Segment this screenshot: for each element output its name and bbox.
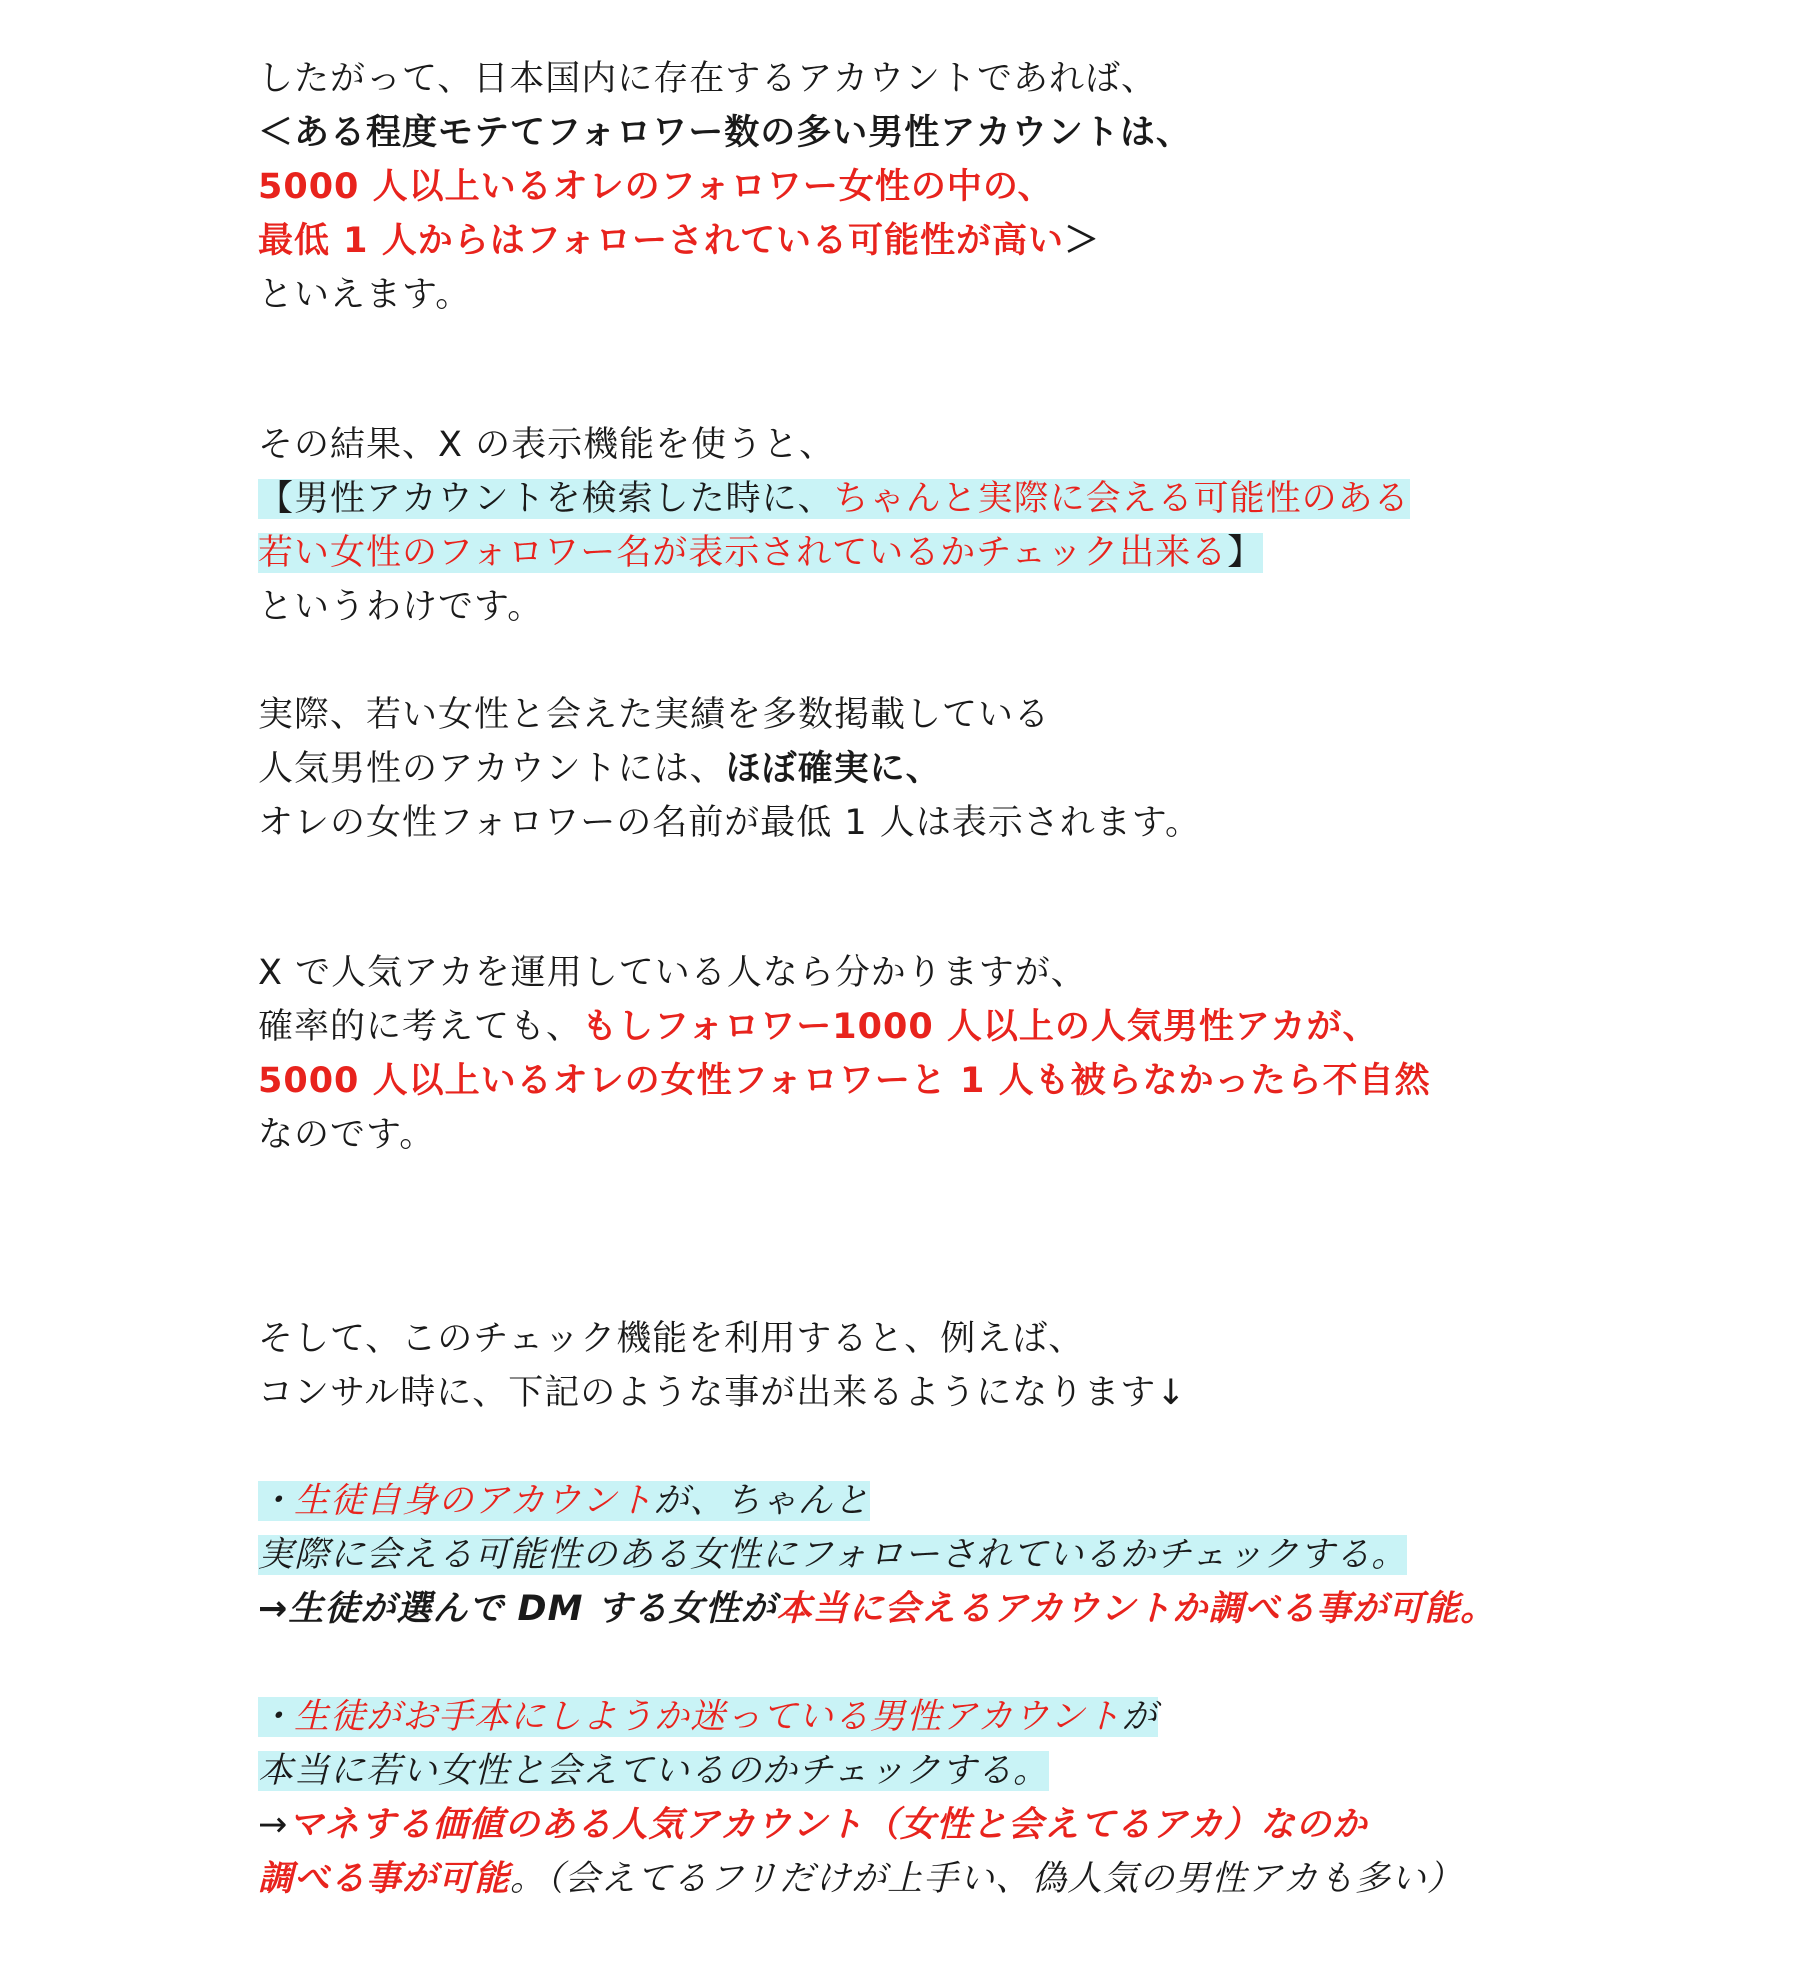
text-line: というわけです。: [258, 587, 544, 627]
text-line: その結果、X の表示機能を使うと、: [258, 425, 836, 465]
highlight-span: が、ちゃんと: [653, 1481, 870, 1521]
highlight-span: 実際に会える可能性のある女性: [258, 1535, 763, 1575]
text-line: [258, 1004, 1379, 1050]
text-span: 人気男性のアカウントには、: [258, 749, 726, 789]
highlight-span: 生徒自身のアカウント: [294, 1481, 654, 1521]
text-line: コンサル時に、下記のような事が出来るようになります↓: [258, 1373, 1187, 1413]
text-line: [258, 1478, 870, 1524]
text-line: X で人気アカを運用している人なら分かりますが、: [258, 953, 1087, 993]
text-span: 確率的に考えても、: [258, 1007, 583, 1047]
text-line: したがって、日本国内に存在するアカウントであれば、: [258, 59, 1157, 99]
text-span: ほぼ確実に、: [725, 749, 942, 789]
text-line: [258, 476, 1410, 522]
text-span: 。（会えてるフリだけが上手い、偽人気の男性アカも多い）: [510, 1859, 1463, 1899]
text-line: なのです。: [258, 1115, 436, 1155]
text-span: マネする価値のある人気アカウント（女性と会えてるアカ）なのか: [288, 1805, 1368, 1845]
highlight-span: 若い女性のフォロワー名が表示されているかチェック出来る: [258, 533, 1228, 573]
highlight-span: 【男性アカウントを検索した時に、: [258, 479, 834, 519]
highlight-span: ちゃんと実際に会える可能性のある: [833, 479, 1410, 519]
text-span: →: [258, 1805, 289, 1845]
text-span: 最低 1 人からはフォローされている可能性が高い: [258, 221, 1064, 261]
text-line: [258, 1802, 1368, 1848]
text-line: オレの女性フォロワーの名前が最低 1 人は表示されます。: [258, 803, 1201, 843]
text-line: [258, 1586, 1496, 1632]
text-line: [258, 530, 1263, 576]
highlight-span: ・: [258, 1481, 295, 1521]
highlight-span: が: [1121, 1697, 1158, 1737]
highlight-span: ・: [258, 1697, 295, 1737]
text-line: といえます。: [258, 275, 472, 315]
text-span: もしフォロワー1000 人以上の人気男性アカが、: [582, 1007, 1379, 1047]
highlight-span: 】: [1227, 533, 1264, 573]
text-span: 調べる事が可能: [258, 1859, 511, 1899]
text-line: [258, 1694, 1158, 1740]
text-line: 5000 人以上いるオレの女性フォロワーと 1 人も被らなかったら不自然: [258, 1061, 1431, 1101]
text-line: ＜ある程度モテてフォロワー数の多い男性アカウントは、: [258, 113, 1192, 153]
text-line: [258, 746, 942, 792]
text-line: 5000 人以上いるオレのフォロワー女性の中の、: [258, 167, 1054, 207]
text-line: [258, 1856, 1463, 1902]
text-span: 本当に会えるアカウントか調べる事が可能。: [776, 1589, 1497, 1629]
highlight-span: チェックする。: [798, 1751, 1049, 1791]
text-span: →生徒が選んで DM する女性が: [258, 1589, 777, 1629]
highlight-span: にフォローされているかチェックする。: [762, 1535, 1408, 1575]
text-line: そして、このチェック機能を利用すると、例えば、: [258, 1319, 1085, 1359]
text-line: [258, 218, 1100, 264]
highlight-span: 生徒がお手本にしようか迷っている男性アカウント: [294, 1697, 1122, 1737]
text-line: 実際、若い女性と会えた実績を多数掲載している: [258, 695, 1051, 735]
highlight-span: 本当に若い女性と会えているのか: [258, 1751, 799, 1791]
text-line: [258, 1748, 1049, 1794]
text-line: [258, 1532, 1407, 1578]
text-span: ＞: [1063, 221, 1100, 261]
